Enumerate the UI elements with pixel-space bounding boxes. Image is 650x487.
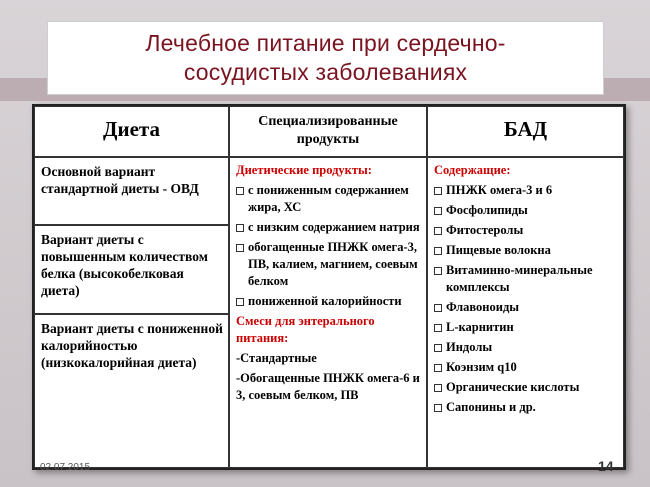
bad-item: Сапонины и др. xyxy=(434,399,619,416)
products-cell xyxy=(229,157,427,468)
bad-item: Флавоноиды xyxy=(434,299,619,316)
footer-date: 02.07.2015 xyxy=(40,462,91,473)
diet-basic: Основной вариант стандартной диеты - ОВД xyxy=(34,157,229,225)
title-box xyxy=(47,21,604,95)
slide-title xyxy=(48,29,603,87)
diet-high-protein: Вариант диеты с повышенным количеством белка (высокобелковая диета) xyxy=(34,225,229,314)
bad-item: Пищевые волокна xyxy=(434,242,619,259)
header-diet: Диета xyxy=(34,106,229,157)
mix-item: -Стандартные xyxy=(236,351,317,365)
product-item: с низким содержанием натрия xyxy=(236,219,422,236)
title-line-2: сосудистых заболеваниях xyxy=(183,59,468,85)
dietetic-products-heading: Диетические продукты: xyxy=(236,163,372,177)
nutrition-table xyxy=(32,104,626,470)
enteral-mixes-heading: Смеси для энтерального питания: xyxy=(236,314,375,345)
product-item: пониженной калорийности xyxy=(236,293,422,310)
header-products: Специализированные продукты xyxy=(229,106,427,157)
bad-item: L-карнитин xyxy=(434,319,619,336)
bad-item: Фосфолипиды xyxy=(434,202,619,219)
bad-cell xyxy=(427,157,624,468)
product-item: с пониженным содержанием жира, ХС xyxy=(236,182,422,216)
bad-heading: Содержащие: xyxy=(434,163,511,177)
bad-item: ПНЖК омега-3 и 6 xyxy=(434,182,619,199)
product-item: обогащенные ПНЖК омега-3, ПВ, калием, магнием, соевым белком xyxy=(236,239,422,290)
mix-item: -Обогащенные ПНЖК омега-6 и 3, соевым белком, ПВ xyxy=(236,371,420,402)
bad-item: Индолы xyxy=(434,339,619,356)
page-number: 14 xyxy=(598,458,614,474)
header-bad: БАД xyxy=(427,106,624,157)
diet-low-calorie: Вариант диеты с пониженной калорийностью (низкокалорийная диета) xyxy=(34,314,229,468)
bad-item: Фитостеролы xyxy=(434,222,619,239)
bad-item: Витаминно-минеральные комплексы xyxy=(434,262,619,296)
bad-item: Коэнзим q10 xyxy=(434,359,619,376)
bad-item: Органические кислоты xyxy=(434,379,619,396)
title-line-1: Лечебное питание при сердечно- xyxy=(145,30,506,56)
